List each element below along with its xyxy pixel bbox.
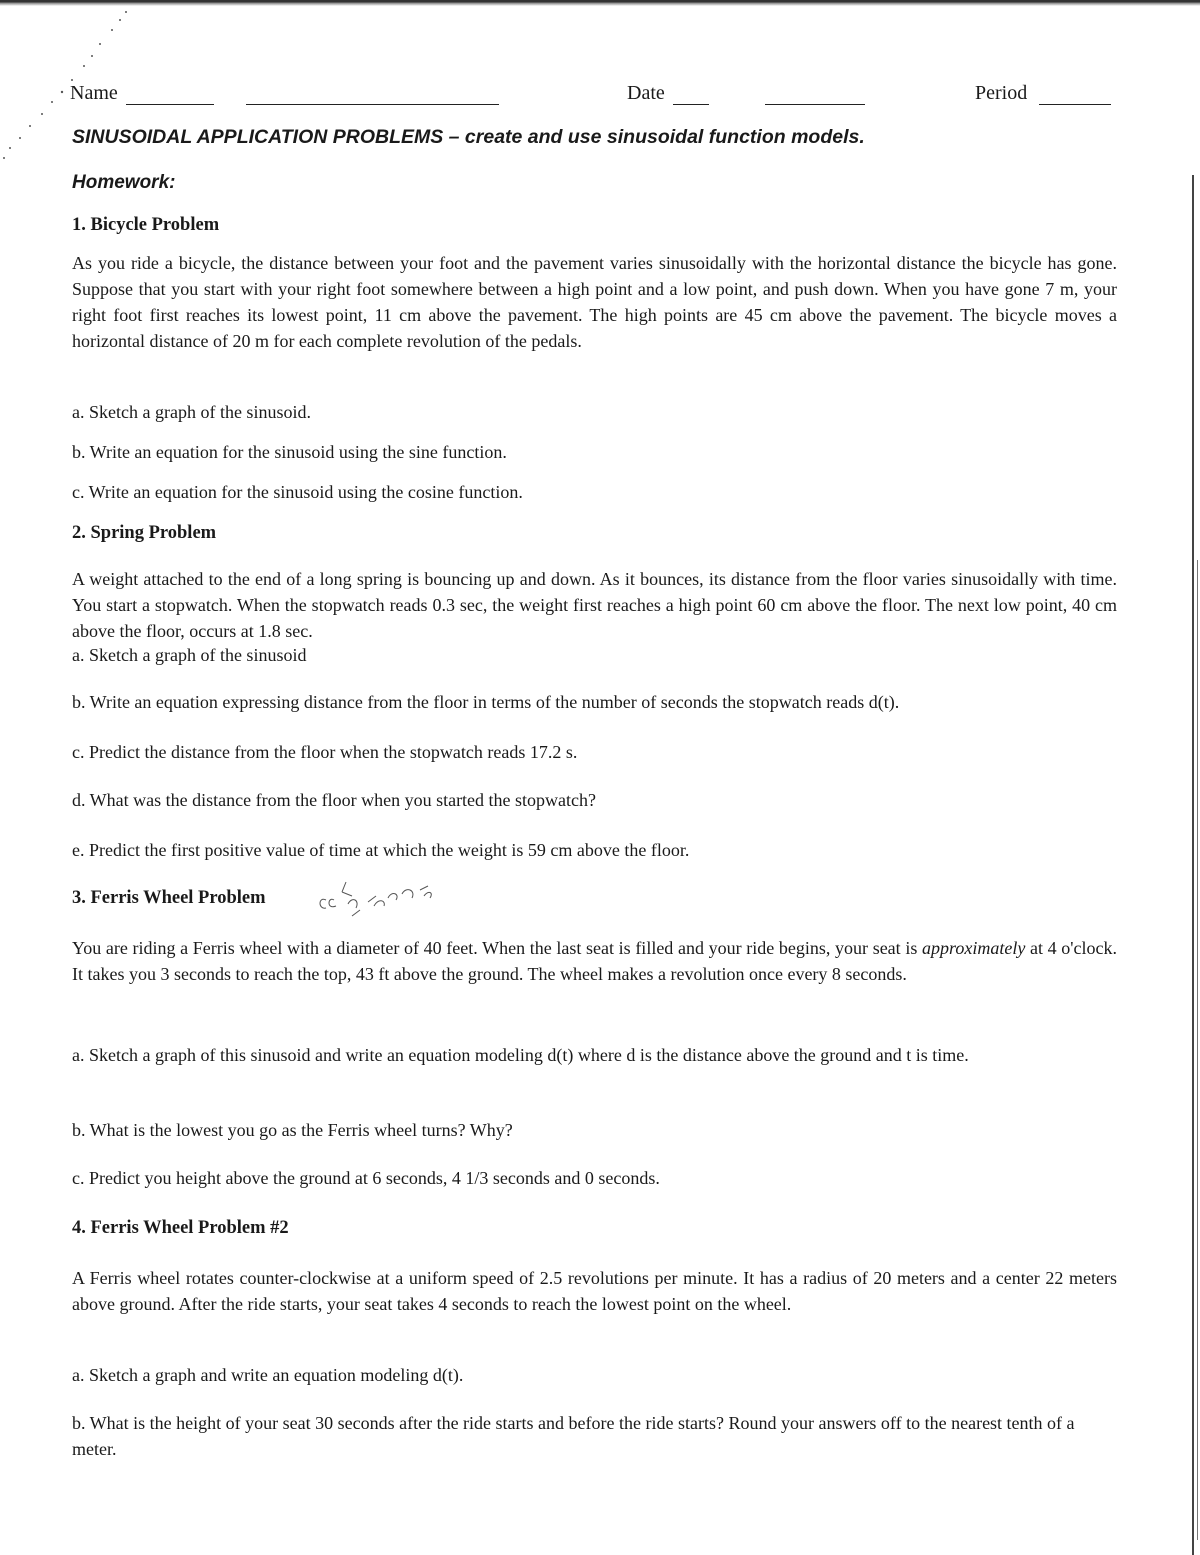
date-blank-month[interactable] [673,82,709,105]
name-blank-last[interactable] [246,82,499,105]
problem-3-text-end: at 4 o'clock. It takes you 3 seconds to reach the top, 43 ft above the ground. The wheel makes a revolution once every 8 seconds. [72,938,1117,984]
problem-3-question-a: a. Sketch a graph of this sinusoid and write an equation modeling d(t) where d is the distance above the ground and t is time. [72,1045,969,1065]
problem-3-question-b: b. What is the lowest you go as the Ferris wheel turns? Why? [72,1120,513,1140]
problem-3-text-start: You are riding a Ferris wheel with a diameter of 40 feet. When the last seat is filled and your ride begins, your seat is [72,938,922,958]
problem-3-question-c: c. Predict you height above the ground at 6 seconds, 4 1/3 seconds and 0 seconds. [72,1168,660,1188]
problem-2-question-d: d. What was the distance from the floor when you started the stopwatch? [72,790,597,810]
problem-2-text: A weight attached to the end of a long spring is bouncing up and down. As it bounces, its distance from the floor varies sinusoidally with time. You start a stopwatch. When the stopwatch reads 0.3 sec, the weight first reaches a high point 60 cm above the floor. The next low point, 40 cm above the floor, occurs at 1.8 sec. [72,569,1117,641]
period-label: Period [975,82,1028,104]
problem-1-question-c: c. Write an equation for the sinusoid using the cosine function. [72,482,523,502]
problem-1-text: As you ride a bicycle, the distance between your foot and the pavement varies sinusoidally with the horizontal distance the bicycle has gone. Suppose that you start with your right foot somewhere between a high point and a low point, and push down. When you have gone 7 m, your right foot first reaches its lowest point, 11 cm above the pavement. The high points are 45 cm above the pavement. The bicycle moves a horizontal distance of 20 m for each complete revolution of the pedals. [72,253,1117,351]
problem-2-question-a: a. Sketch a graph of the sinusoid [72,645,307,665]
problem-1-heading: 1. Bicycle Problem [72,215,220,235]
problem-4-text: A Ferris wheel rotates counter-clockwise at a uniform speed of 2.5 revolutions per minute. It has a radius of 20 meters and a center 22 meters above ground. After the ride starts, your seat takes 4 seconds to reach the lowest point on the wheel. [72,1268,1117,1314]
problem-2-question-b: b. Write an equation expressing distance from the floor in terms of the number of seconds the stopwatch reads d(t). [72,692,900,712]
worksheet-title: SINUSOIDAL APPLICATION PROBLEMS – create and use sinusoidal function models. [72,126,865,148]
scan-edge-top [0,0,1200,6]
scan-edge-right [1192,175,1194,1555]
problem-4-heading: 4. Ferris Wheel Problem #2 [72,1218,289,1238]
problem-3-text-emphasis: approximately [922,938,1026,958]
problem-4-question-a: a. Sketch a graph and write an equation modeling d(t). [72,1365,464,1385]
problem-3-text [72,935,1117,987]
handwritten-scribble [312,876,442,926]
date-blank-day[interactable] [765,82,865,105]
problem-3-heading: 3. Ferris Wheel Problem [72,888,266,908]
name-label: Name [70,82,118,104]
problem-2-question-c: c. Predict the distance from the floor when the stopwatch reads 17.2 s. [72,742,578,762]
problem-1-question-b: b. Write an equation for the sinusoid using the sine function. [72,442,507,462]
scan-edge-right-faint [1197,560,1198,1540]
problem-2-question-e: e. Predict the first positive value of time at which the weight is 59 cm above the floor. [72,840,690,860]
date-label: Date [627,82,665,104]
homework-subtitle: Homework: [72,172,176,193]
problem-1-question-a: a. Sketch a graph of the sinusoid. [72,402,311,422]
problem-2-heading: 2. Spring Problem [72,523,217,543]
period-blank[interactable] [1039,82,1111,105]
name-blank-first[interactable] [126,82,214,105]
problem-4-question-b: b. What is the height of your seat 30 seconds after the ride starts and before the ride starts? Round your answers off to the nearest tenth of a meter. [72,1413,1075,1459]
